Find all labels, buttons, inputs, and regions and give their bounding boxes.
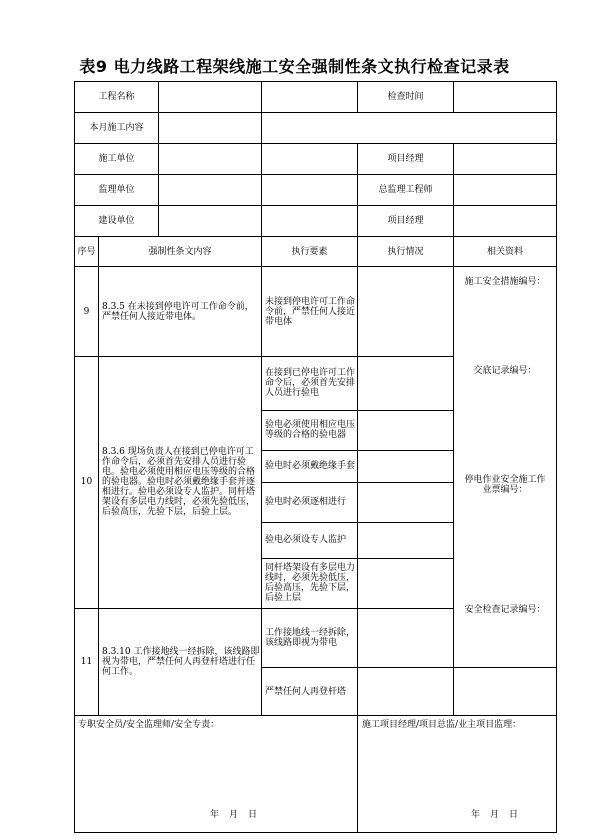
row-no: 11 — [75, 608, 99, 716]
project-name-field[interactable] — [159, 82, 261, 112]
col-header-no: 序号 — [75, 237, 99, 267]
monthly-content-field[interactable] — [159, 113, 261, 143]
right-signature-block[interactable] — [358, 716, 557, 833]
safety-check-no-label: 安全检查记录编号： — [464, 605, 546, 615]
table-row — [75, 267, 557, 357]
inspection-record-table — [74, 81, 557, 833]
col-header-status: 执行情况 — [358, 237, 454, 267]
work-ticket-no-label-line1: 停电作业安全施工作 — [464, 475, 546, 485]
owner-project-manager-label: 项目经理 — [358, 206, 454, 237]
col-header-clause: 强制性条文内容 — [99, 237, 262, 267]
project-name-label: 工程名称 — [75, 82, 159, 112]
requirement-text: 在接到已停电许可工作命令后，必须首先安排人员进行验电 — [262, 357, 358, 411]
status-field[interactable] — [358, 522, 454, 558]
status-field[interactable] — [358, 267, 454, 357]
project-manager-label: 项目经理 — [358, 144, 454, 175]
right-signature-date: 年月日 — [471, 810, 529, 820]
status-field[interactable] — [358, 410, 454, 450]
left-signature-date: 年月日 — [210, 810, 268, 820]
right-signature-label: 施工项目经理/项目总监/业主项目监理： — [362, 720, 522, 730]
requirement-text: 验电时必须戴绝缘手套 — [262, 450, 358, 482]
work-ticket-no-label-line2: 业票编号： — [482, 485, 528, 495]
col-header-requirement: 执行要素 — [262, 237, 358, 267]
requirement-text: 工作接地线一经拆除，该线路即视为带电 — [262, 608, 358, 668]
owner-unit-field-ext[interactable] — [262, 206, 358, 237]
safety-measure-no-label: 施工安全措施编号： — [464, 277, 546, 287]
col-header-reference: 相关资料 — [454, 237, 557, 267]
status-field[interactable] — [358, 357, 454, 411]
row-no: 9 — [75, 267, 99, 357]
status-field[interactable] — [358, 450, 454, 482]
construction-unit-row — [75, 144, 557, 175]
signature-row — [75, 716, 557, 833]
owner-unit-label: 建设单位 — [75, 206, 159, 236]
inspection-time-field[interactable] — [454, 82, 557, 113]
owner-project-manager-field[interactable] — [454, 206, 557, 237]
supervision-unit-field-ext[interactable] — [262, 175, 358, 206]
supervision-unit-row — [75, 175, 557, 206]
page-title: 表9 电力线路工程架线施工安全强制性条文执行检查记录表 — [79, 57, 510, 76]
left-signature-label: 专职安全员/安全监理师/安全专责： — [78, 720, 220, 730]
column-header-row — [75, 237, 557, 267]
chief-supervisor-label: 总监理工程师 — [358, 175, 454, 206]
construction-unit-field[interactable] — [159, 144, 261, 174]
status-field[interactable] — [358, 482, 454, 522]
reference-cell — [454, 267, 557, 668]
clause-text: 8.3.6 现场负责人在接到已停电许可工作命令后，必须首先安排人员进行验电。验电必须使用相应电压等级的合格的验电器。验电时必须戴绝缘手套并逐相进行。验电必须设专人监护。同杆塔架设有多层电力线时，必须先验低压，后验高压，先验下层，后验上层。 — [99, 357, 262, 609]
briefing-record-no-label: 交底记录编号： — [473, 366, 537, 376]
project-name-field-ext[interactable] — [262, 82, 358, 113]
requirement-text: 同杆塔架设有多层电力线时，必须先验低压，后验高压，先验下层，后验上层 — [262, 558, 358, 608]
requirement-text: 严禁任何人再登杆塔 — [262, 668, 358, 716]
clause-text: 8.3.10 工作接地线一经拆除，该线路即视为带电，严禁任何人再登杆塔进行任何工作。 — [99, 608, 262, 716]
owner-unit-field[interactable] — [159, 206, 261, 236]
supervision-unit-label: 监理单位 — [75, 175, 159, 205]
inspection-time-label: 检查时间 — [358, 82, 454, 113]
status-field[interactable] — [358, 608, 454, 668]
project-name-row — [75, 82, 557, 113]
supervision-unit-field[interactable] — [159, 175, 261, 205]
clause-text: 8.3.5 在未接到停电许可工作命令前，严禁任何人接近带电体。 — [99, 267, 262, 357]
construction-unit-field-ext[interactable] — [262, 144, 358, 175]
reference-cell-bottom — [454, 668, 557, 716]
requirement-text: 验电必须使用相应电压等级的合格的验电器 — [262, 410, 358, 450]
row-no: 10 — [75, 357, 99, 609]
monthly-content-row — [75, 113, 557, 144]
left-signature-block[interactable] — [75, 716, 358, 833]
requirement-text: 未接到停电许可工作命令前，严禁任何人接近带电体 — [262, 267, 358, 357]
monthly-content-label: 本月施工内容 — [75, 113, 159, 143]
monthly-content-field-ext[interactable] — [262, 113, 557, 144]
status-field[interactable] — [358, 558, 454, 608]
owner-unit-row — [75, 206, 557, 237]
requirement-text: 验电时必须逐相进行 — [262, 482, 358, 522]
construction-unit-label: 施工单位 — [75, 144, 159, 174]
status-field[interactable] — [358, 668, 454, 716]
project-manager-field[interactable] — [454, 144, 557, 175]
chief-supervisor-field[interactable] — [454, 175, 557, 206]
requirement-text: 验电必须设专人监护 — [262, 522, 358, 558]
